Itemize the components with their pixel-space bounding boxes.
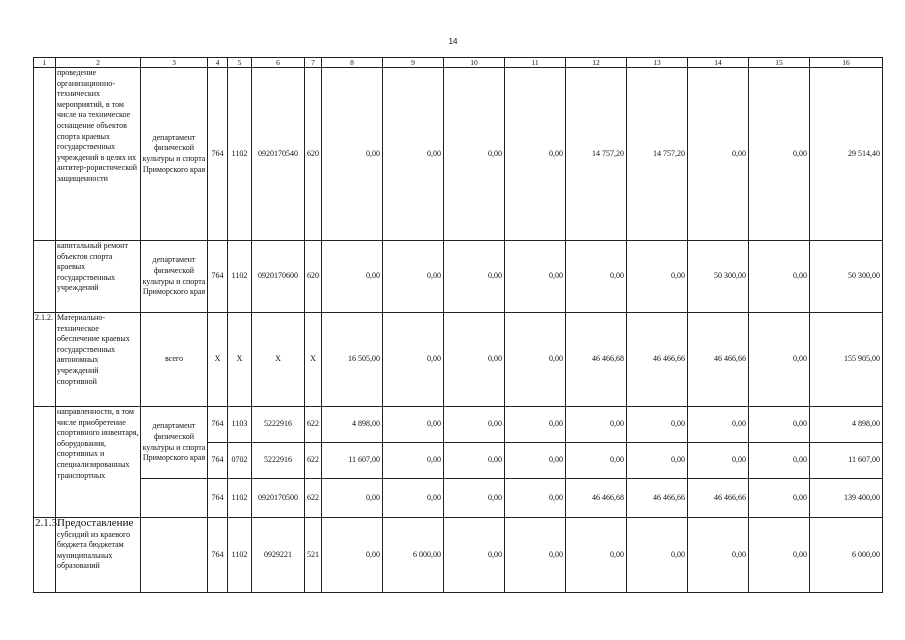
amount-cell: 0,00 (688, 407, 749, 443)
amount-cell: 0,00 (505, 68, 566, 241)
amount-cell: 0,00 (322, 241, 383, 313)
amount-cell: 46 466,66 (688, 313, 749, 407)
amount-cell: 0,00 (688, 68, 749, 241)
grbs-code: 764 (208, 68, 228, 241)
csr-code: 0920170500 (252, 479, 305, 518)
amount-cell: 0,00 (444, 313, 505, 407)
grbs-code: 764 (208, 443, 228, 479)
column-header: 14 (688, 58, 749, 68)
total-cell: 50 300,00 (810, 241, 883, 313)
amount-cell: 16 505,00 (322, 313, 383, 407)
activity-name: капитальный ремонт объектов спорта краевых государственных учреждений (56, 241, 141, 313)
row-number (34, 68, 56, 241)
grbs-code: 764 (208, 518, 228, 593)
total-cell: 6 000,00 (810, 518, 883, 593)
grbs-code: 764 (208, 241, 228, 313)
vr-code: X (305, 313, 322, 407)
executor (141, 518, 208, 593)
amount-cell: 0,00 (566, 518, 627, 593)
executor: всего (141, 313, 208, 407)
amount-cell: 0,00 (444, 407, 505, 443)
row-number: 2.1.2. (34, 313, 56, 407)
rzpr-code: X (228, 313, 252, 407)
amount-cell: 0,00 (627, 518, 688, 593)
amount-cell: 0,00 (505, 443, 566, 479)
rzpr-code: 0702 (228, 443, 252, 479)
vr-code: 622 (305, 407, 322, 443)
amount-cell: 0,00 (505, 479, 566, 518)
column-header: 7 (305, 58, 322, 68)
table-row (34, 68, 883, 241)
amount-cell: 0,00 (627, 407, 688, 443)
activity-name: проведение организационно-технических мероприятий, в том числе на техническое оснащение объектов спорта краевых государственных учреждений в целях их антитер-рористической защищенности (56, 68, 141, 241)
column-header: 2 (56, 58, 141, 68)
column-header: 1 (34, 58, 56, 68)
amount-cell: 0,00 (566, 407, 627, 443)
amount-cell: 0,00 (444, 479, 505, 518)
vr-code: 622 (305, 443, 322, 479)
activity-name: направленности, в том числе приобретение спортивного инвентаря, оборудования, спортивных и специализированных транспортных (56, 407, 141, 518)
executor-empty (141, 479, 208, 518)
amount-cell: 0,00 (322, 479, 383, 518)
amount-cell: 4 898,00 (322, 407, 383, 443)
row-number (34, 407, 56, 518)
amount-cell: 0,00 (566, 241, 627, 313)
amount-cell: 0,00 (688, 518, 749, 593)
vr-code: 521 (305, 518, 322, 593)
activity-name-rest: субсидий из краевого бюджета бюджетам муниципальных образований (57, 529, 131, 571)
amount-cell: 0,00 (566, 443, 627, 479)
rzpr-code: 1102 (228, 479, 252, 518)
column-header: 11 (505, 58, 566, 68)
rzpr-code: 1102 (228, 68, 252, 241)
amount-cell: 0,00 (505, 407, 566, 443)
csr-code: 0929221 (252, 518, 305, 593)
grbs-code: 764 (208, 479, 228, 518)
row-number (34, 241, 56, 313)
total-cell: 11 607,00 (810, 443, 883, 479)
column-header: 5 (228, 58, 252, 68)
amount-cell: 0,00 (688, 443, 749, 479)
table-row (34, 241, 883, 313)
amount-cell: 0,00 (444, 241, 505, 313)
amount-cell: 0,00 (505, 313, 566, 407)
amount-cell: 14 757,20 (627, 68, 688, 241)
column-header: 3 (141, 58, 208, 68)
activity-name: Материально-техническое обеспечение краевых государственных автономных учреждений спортивной (56, 313, 141, 407)
rzpr-code: 1103 (228, 407, 252, 443)
amount-cell: 0,00 (505, 241, 566, 313)
column-header: 6 (252, 58, 305, 68)
amount-cell: 0,00 (444, 443, 505, 479)
column-header: 9 (383, 58, 444, 68)
amount-cell: 0,00 (383, 407, 444, 443)
header-row (34, 58, 883, 68)
amount-cell: 0,00 (627, 241, 688, 313)
activity-name-first: Предоставление (57, 517, 134, 529)
vr-code: 620 (305, 241, 322, 313)
executor: департамент физической культуры и спорта Приморского края (141, 241, 208, 313)
table-row (34, 479, 883, 518)
column-header: 12 (566, 58, 627, 68)
column-header: 8 (322, 58, 383, 68)
amount-cell: 0,00 (627, 443, 688, 479)
amount-cell: 46 466,68 (566, 313, 627, 407)
csr-code: 5222916 (252, 443, 305, 479)
table-row (34, 313, 883, 407)
total-cell: 155 905,00 (810, 313, 883, 407)
column-header: 15 (749, 58, 810, 68)
amount-cell: 0,00 (749, 443, 810, 479)
amount-cell: 0,00 (444, 518, 505, 593)
grbs-code: X (208, 313, 228, 407)
rzpr-code: 1102 (228, 241, 252, 313)
table-row (34, 518, 883, 593)
amount-cell: 14 757,20 (566, 68, 627, 241)
amount-cell: 0,00 (383, 443, 444, 479)
amount-cell: 0,00 (749, 407, 810, 443)
total-cell: 29 514,40 (810, 68, 883, 241)
amount-cell: 46 466,66 (688, 479, 749, 518)
activity-name (56, 518, 141, 593)
csr-code: X (252, 313, 305, 407)
amount-cell: 0,00 (749, 68, 810, 241)
executor: департамент физической культуры и спорта Приморского края (141, 407, 208, 479)
total-cell: 4 898,00 (810, 407, 883, 443)
amount-cell: 0,00 (505, 518, 566, 593)
amount-cell: 46 466,68 (566, 479, 627, 518)
page-number: 14 (448, 37, 458, 46)
amount-cell: 11 607,00 (322, 443, 383, 479)
amount-cell: 0,00 (383, 313, 444, 407)
amount-cell: 0,00 (749, 518, 810, 593)
csr-code: 0920170600 (252, 241, 305, 313)
column-header: 13 (627, 58, 688, 68)
table-row (34, 407, 883, 443)
vr-code: 620 (305, 68, 322, 241)
budget-table (33, 57, 883, 593)
row-number: 2.1.3. (34, 518, 56, 593)
column-header: 16 (810, 58, 883, 68)
amount-cell: 0,00 (383, 68, 444, 241)
amount-cell: 0,00 (444, 68, 505, 241)
amount-cell: 50 300,00 (688, 241, 749, 313)
grbs-code: 764 (208, 407, 228, 443)
csr-code: 0920170540 (252, 68, 305, 241)
amount-cell: 0,00 (749, 241, 810, 313)
column-header: 4 (208, 58, 228, 68)
rzpr-code: 1102 (228, 518, 252, 593)
vr-code: 622 (305, 479, 322, 518)
amount-cell: 0,00 (749, 479, 810, 518)
amount-cell: 0,00 (383, 241, 444, 313)
amount-cell: 46 466,66 (627, 479, 688, 518)
amount-cell: 0,00 (383, 479, 444, 518)
column-header: 10 (444, 58, 505, 68)
amount-cell: 0,00 (322, 68, 383, 241)
total-cell: 139 400,00 (810, 479, 883, 518)
executor: департамент физической культуры и спорта Приморского края (141, 68, 208, 241)
amount-cell: 0,00 (322, 518, 383, 593)
amount-cell: 6 000,00 (383, 518, 444, 593)
amount-cell: 0,00 (749, 313, 810, 407)
amount-cell: 46 466,66 (627, 313, 688, 407)
csr-code: 5222916 (252, 407, 305, 443)
